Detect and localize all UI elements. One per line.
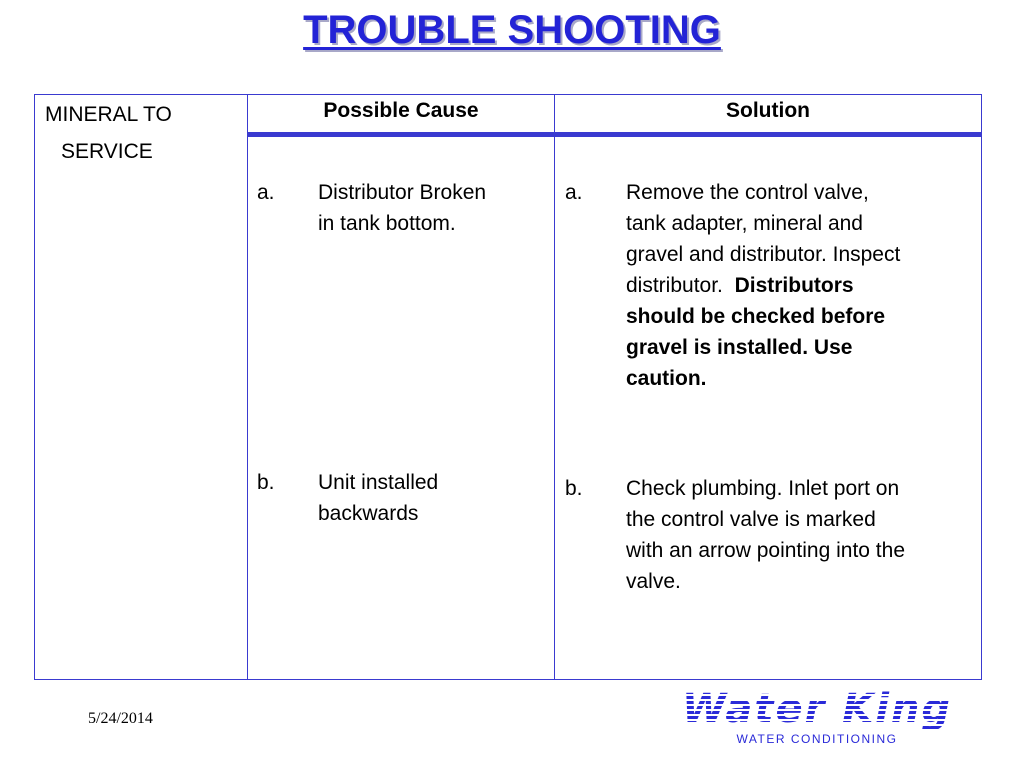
solution-b-line-3: with an arrow pointing into the [626, 539, 905, 562]
solution-a-bold-line-1: should be checked before [626, 305, 886, 328]
column-divider-2 [554, 95, 555, 679]
solution-a-marker: a. [565, 181, 583, 204]
solution-a-line-4-normal: distributor. [626, 274, 723, 297]
solution-b-line-2: the control valve is marked [626, 508, 876, 531]
problem-label-line-2: SERVICE [61, 140, 153, 163]
cause-b-line-1: Unit installed [318, 471, 439, 494]
solution-a-line-3: gravel and distributor. Inspect [626, 243, 901, 266]
solution-a-line-4-bold: Distributors [734, 274, 854, 297]
header-solution: Solution [726, 99, 810, 122]
header-possible-cause: Possible Cause [323, 99, 479, 122]
solution-b-marker: b. [565, 477, 583, 500]
logo-wordmark: Water King [666, 686, 968, 732]
solution-a-line-4 [626, 270, 900, 301]
cause-b-line-2: backwards [318, 502, 419, 525]
troubleshooting-table [34, 94, 982, 680]
water-king-logo [666, 686, 968, 750]
solution-a-line-2: tank adapter, mineral and [626, 212, 863, 235]
solution-b-line-1: Check plumbing. Inlet port on [626, 477, 900, 500]
solution-a-bold-line-3: caution. [626, 367, 707, 390]
cause-a-line-2: in tank bottom. [318, 212, 456, 235]
slide-title: TROUBLE SHOOTING [303, 8, 721, 52]
column-divider-1 [247, 95, 248, 679]
slide-date: 5/24/2014 [88, 710, 153, 727]
cause-a-line-1: Distributor Broken [318, 181, 487, 204]
cause-b-marker: b. [257, 471, 275, 494]
solution-a-line-1: Remove the control valve, [626, 181, 869, 204]
problem-label-line-1: MINERAL TO [45, 103, 172, 126]
cause-a-marker: a. [257, 181, 275, 204]
logo-tagline: WATER CONDITIONING [736, 732, 898, 746]
solution-b-line-4: valve. [626, 570, 681, 593]
header-rule [248, 132, 981, 137]
solution-a-bold-line-2: gravel is installed. Use [626, 336, 853, 359]
